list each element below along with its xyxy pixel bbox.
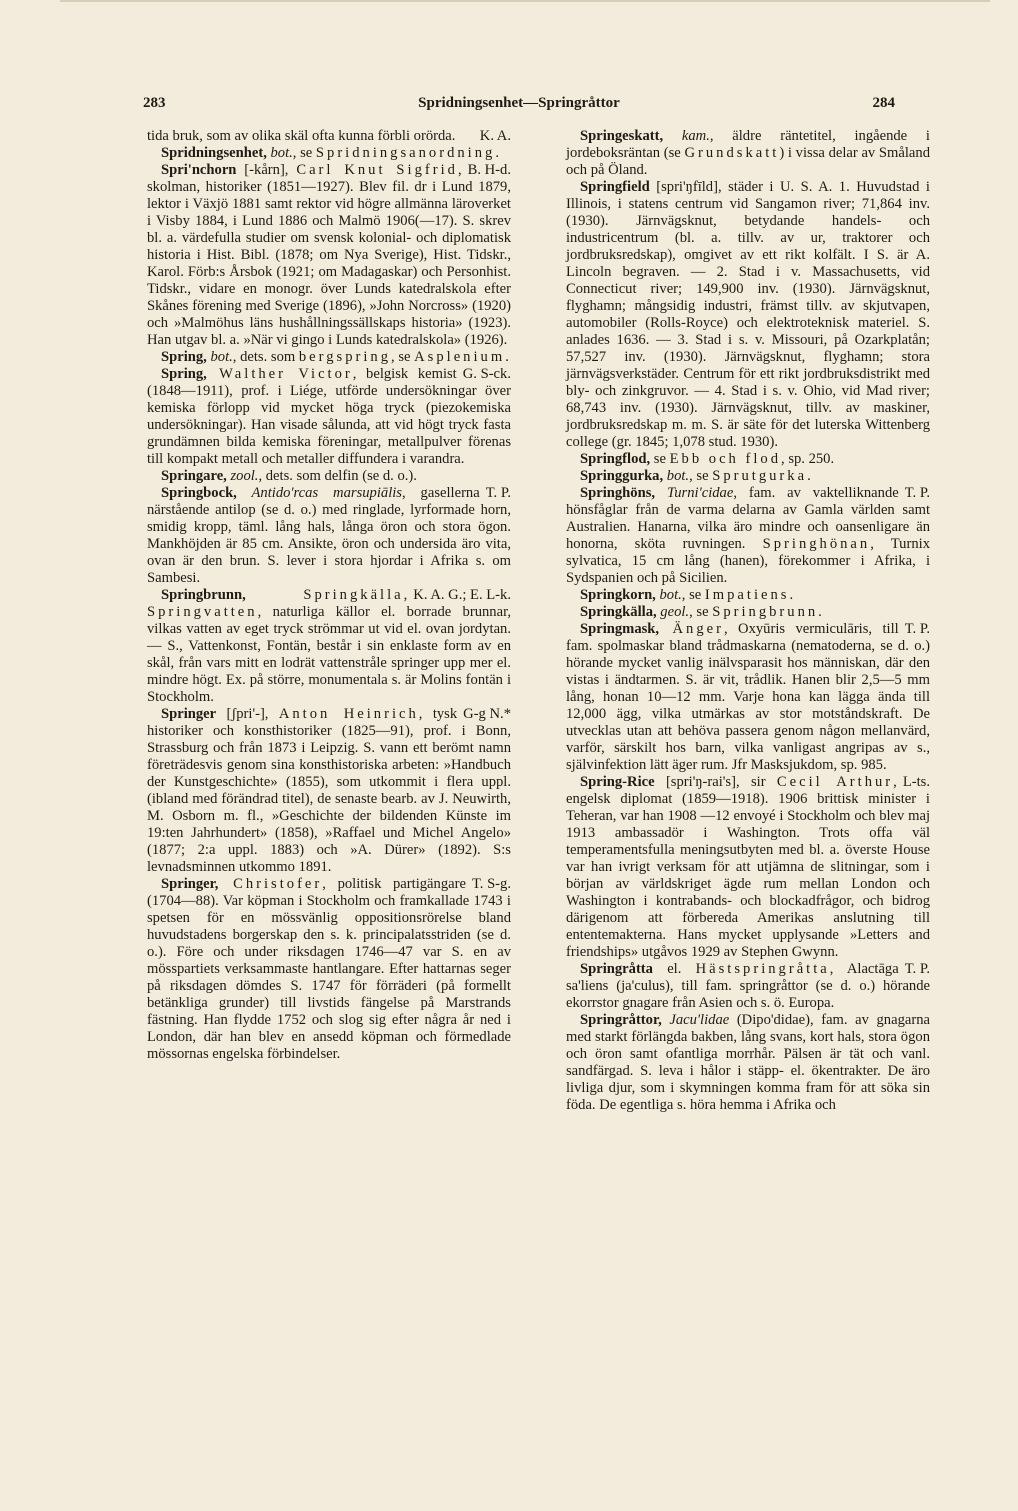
entry-body: , se (689, 604, 713, 620)
entry-label: kam. (663, 128, 710, 144)
entry (566, 774, 930, 961)
entry-text: ) i vissa delar av Småland och på Öland. (566, 145, 930, 178)
entry-signature: T. P. (904, 485, 930, 501)
entry (147, 366, 511, 468)
entry (147, 468, 511, 485)
entry-label: zool. (226, 468, 259, 484)
entry-spaced-name: Asplenium (414, 349, 506, 365)
entry-headword: Springråtta (580, 961, 653, 977)
entry-spaced-name: Springbrunn (712, 604, 819, 620)
entry (147, 485, 511, 587)
entry (566, 961, 930, 1012)
page-header (143, 95, 895, 119)
running-title: Spridningsenhet—Springråttor (418, 95, 620, 111)
entry-headword: Springbrunn, (161, 587, 246, 603)
entry-headword: Springhöns, (580, 485, 656, 501)
entry-headword: Springeskatt, (580, 128, 664, 144)
entry-body: , dets. som delfin (se d. o.). (258, 468, 417, 484)
entry-headword: Springkorn, (580, 587, 656, 603)
entry-text: , sp. 250. (781, 451, 835, 467)
entry-text: , Turnix sylvatica, 15 cm lång (hanen), förekommer i Afrika, i Sydspanien och på Sicilien. (566, 536, 930, 586)
entry (147, 162, 511, 349)
entry-body: , äldre räntetitel, ingående i jordeboksräntan (se (566, 128, 930, 161)
entry (147, 128, 511, 145)
entry-label: Jacu'lidae (661, 1012, 730, 1028)
entry-label: bot. (206, 349, 233, 365)
entry-signature: K. A. (479, 128, 511, 144)
entry (566, 179, 930, 451)
entry-headword: Spring, (161, 349, 207, 365)
entry-spaced-name: Sprutgurka (712, 468, 808, 484)
entry-spaced-name: Cecil Arthur (776, 774, 894, 790)
entry (566, 587, 930, 604)
page-number-left: 283 (143, 95, 166, 111)
entry-body: (Dipo'didae), fam. av gnagarna med starkt förlängda bakben, lång svans, kort hals, stora ögon och öron samt ofantliga morrhår. Pälsen är tät och vanl. sandfärgad. S. leva i hålor i stäpp- el. ökentrakter. De äro livliga djur, som i skymningen komma fram för att söka sin föda. De egentliga s. höra hemma i Afrika och (566, 1012, 930, 1113)
entry-body: , se (292, 145, 316, 161)
entry-body: tida bruk, som av olika skäl ofta kunna förbli orörda. (147, 128, 456, 144)
entry-signature: K. A. G.; E. L-k. (413, 587, 511, 603)
entry-headword: Springkälla, (580, 604, 657, 620)
entry-headword: Spridningsenhet, (161, 145, 267, 161)
entry-signature: T. P. (904, 961, 930, 977)
entry-spaced-name: Springhönan (762, 536, 871, 552)
page-number-right: 284 (872, 95, 895, 111)
entry-body: , se (681, 587, 705, 603)
entry-text: . (818, 604, 822, 620)
entry-text: , belgisk kemist (1848—1911), prof. i Liége, utförde undersökningar över kemiska förlopp vid mycket höga tryck (piezokemiska undersökningar). Han visade sålunda, att vid högt tryck fasta grundämnen bilda kemiska föreningar, metallpulver förenas till kompakt metall och metaller diffundera i varandra. (147, 366, 511, 467)
entry-signature: T. P. (904, 621, 930, 637)
entry-text: . (807, 468, 811, 484)
entry-text: , se (391, 349, 415, 365)
entry-label: geol. (656, 604, 690, 620)
entry-headword: Spring, (161, 366, 207, 382)
entry (147, 587, 511, 706)
entry-text: , tysk historiker och konsthistoriker (1825—91), prof. i Bonn, Strassburg och från 1873 i Leipzig. S. vann ett berömt namn företrädesvis genom sina konsthistoriska arbeten: »Handbuch der Kunstgeschichte» (1855), som utkommit i flera uppl. (ibland med förändrad titel), de senaste bearb. av J. Neuwirth, M. Osborn m. fl., »Geschichte der bildenden Künste im 19:ten Jahrhundert» (1858), »Raffael und Michel Angelo» (1877; 2:a uppl. 1883) och »A. Dürer» (1892). S:s levnadsminnen utkommo 1891. (147, 706, 511, 875)
entry-text: , Oxyūris vermiculāris, till fam. spolmaskar bland trådmaskarna (nematoderna, se d. o.) hörande mycket vanlig inälvsparasit hos människan, där den vistas i ändtarmen. S. är vit, trådlik. Hanen blir 2,5—5 mm lång, honan 10—12 mm. Varje hona kan lägga ända till 12,000 ägg, vilka utmärkas av stor motståndskraft. De utvecklas utan att behöva passera genom någon mellanvärd, varför, särskilt hos barn, vilka vanligast angripas av s., självinfektion lätt äger rum. Jfr Masksjukdom, sp. 985. (566, 621, 930, 773)
entry (566, 621, 930, 774)
entry-headword: Springråttor, (580, 1012, 662, 1028)
entry (147, 349, 511, 366)
entry-body: [ʃpri'-], (216, 706, 279, 722)
entry-text: , politisk partigängare (1704—88). Var köpman i Stockholm och framkallade 1743 i spetsen för en mössvänlig oppositionsrörelse bland huvudstadens borgerskap den s. k. principalatsstriden (se d. o.). Före och under riksdagen 1746—47 var S. en av mösspartiets verksammaste hantlangare. Efter hattarnas seger på riksdagen dömdes S. 1747 för förräderi (på formellt betänkliga grunder) till livstids fängelse på Marstrands fästning. Han flydde 1752 och slog sig efter några år ned i London, där han blev en ansedd köpman och förmedlade mössornas engelska förbindelser. (147, 876, 511, 1062)
entry-text: . (505, 349, 509, 365)
entry-spaced-name: Impatiens (704, 587, 790, 603)
entry (147, 145, 511, 162)
entry-headword: Springer, (161, 876, 219, 892)
entry-spaced-name: Walther Victor (206, 366, 353, 382)
entry-headword: Spri'nchorn (161, 162, 237, 178)
entry-spaced-name: Christofer (218, 876, 323, 892)
entry-label: bot. (266, 145, 293, 161)
entry-spaced-name: Grundskatt (684, 145, 780, 161)
entry-headword: Springer (161, 706, 217, 722)
entry-text: , (403, 587, 408, 603)
entry-text: . (789, 587, 794, 603)
page-top-edge (60, 0, 990, 2)
entry (566, 468, 930, 485)
entry-headword: Springbock, (161, 485, 237, 501)
entry-headword: Spring-Rice (580, 774, 655, 790)
right-column (566, 128, 930, 1114)
entry-headword: Springare, (161, 468, 227, 484)
entry (566, 604, 930, 621)
entry-label: bot. (663, 468, 690, 484)
entry-spaced-name: Anton Heinrich (278, 706, 419, 722)
entry-spaced-name: Ebb och flod (669, 451, 782, 467)
entry-body: [-kårn], (236, 162, 297, 178)
entry-spaced-name: Carl Knut Sigfrid (296, 162, 458, 178)
entry-signature: L-ts. (902, 774, 930, 790)
entry (566, 451, 930, 468)
entry (147, 876, 511, 1063)
entry (566, 128, 930, 179)
entry-signature: T. P. (485, 485, 511, 501)
entry-label: bot. (655, 587, 682, 603)
entry-body: [spri'ŋ-rai's], sir (654, 774, 777, 790)
entry-label: Antido'rcas marsupiālis (236, 485, 402, 501)
entry-label: Turni'cidae (655, 485, 734, 501)
entry-text: , naturliga källor el. borrade brunnar, vilkas vatten av eget tryck strömmar ut vid el. ovan jordytan. — S., Vattenkonst, Fontän, består i sin enklaste form av en skål, från vars mitt en lodrät vattenstråle springer upp mer el. mindre högt. Ex. på större, monumentala s. är Molins fontän i Stockholm. (147, 604, 511, 705)
entry-text: . (495, 145, 499, 161)
entry (566, 485, 930, 587)
entry-body: , gasellerna närstående antilop (se d. o.) med ringlade, lyrformade horn, smidig kropp, täml. lång hals, långa öron och stora ögon. Mankhöjden är 85 cm. Ansikte, öron och undersida äro vita, ovan är den brun. S. lever i stora hjordar i Afrika s. om Sambesi. (147, 485, 511, 586)
entry-spaced-name: Springkälla (245, 587, 404, 603)
entry-body: el. (652, 961, 696, 977)
entry-signature: B. H-d. (467, 162, 511, 178)
entry-text: , Alactāga sa'liens (ja'culus), till fam. springråttor (se d. o.) hörande ekorrstor gnagare från Asien och s. ö. Europa. (566, 961, 930, 1011)
entry-headword: Springfield (580, 179, 650, 195)
entry-text: , engelsk diplomat (1859—1918). 1906 brittisk minister i Teheran, var han 1908 —12 envoyé i Stockholm och blev maj 1913 ambassadör i Washington. Trots offa väl temperamentsfulla meningsutbyten med bl. a. överste House var han ivrigt verksam för att utjämna de slitningar, som i början av världskriget ägde rum mellan London och Washington i kontrabands- och blockadfrågor, och bidrog därigenom att förbereda Amerikas anslutning till ententemakterna. Hans mycket upplysande »Letters and friendships» utgåvos 1929 av Stephen Gwynn. (566, 774, 930, 960)
entry-headword: Springgurka, (580, 468, 664, 484)
entry-headword: Springmask, (580, 621, 660, 637)
entry-signature: G. S-ck. (462, 366, 511, 382)
entry-spaced-name: Änger (659, 621, 724, 637)
entry-body: [spri'ŋfīld], städer i U. S. A. 1. Huvudstad i Illinois, i statens centrum vid Sangamon river; 71,864 inv. (1930). Järnvägsknut, betydande handels- och industricentrum (bl. a. tillv. av ur, traktorer och jordbruksredskap), omgivet av ett rikt kolfält. I S. är A. Lincoln begraven. — 2. Stad i v. Massachusetts, vid Connecticut river; 149,900 inv. (1930). Järnvägsknut, flyghamn; mångsidig industri, främst tillv. av skjutvapen, automobiler (Rolls-Royce) och elektroteknisk materiel. S. anlades 1636. — 3. Stad i s. v. Missouri, på Ozarkplatån; 57,527 inv. (1930). Järnvägsknut, flyghamn; stora järnvägsverkstäder. Centrum för ett rikt jordbruksdistrikt med bly- och zinkgruvor. — 4. Stad i s. v. Ohio, vid Mad river; 68,743 inv. (1930). Järnvägsknut, tillv. av maskiner, jordbruksredskap m. m. S. är säte för det luterska Wittenberg college (gr. 1845; 1,078 stud. 1930). (566, 179, 930, 450)
entry-body: , fam. av vaktelliknande hönsfåglar från de varma delarna av Gamla världen samt Australien. Hanarna, vilka äro mindre och oansenligare än honorna, sköta ruvningen. (566, 485, 930, 552)
entry-spaced-name: Hästspringråtta (695, 961, 830, 977)
entry-signature: G-g N.* (463, 706, 511, 722)
entry-spaced-name: Spridningsanordning (315, 145, 496, 161)
entry-spaced-name: Springvatten (147, 604, 258, 620)
entry (147, 706, 511, 876)
entry (566, 1012, 930, 1114)
entry-body: , se (689, 468, 713, 484)
entry-spaced-name: bergspring (298, 349, 392, 365)
entry-body: se (650, 451, 670, 467)
entry-headword: Springflod, (580, 451, 651, 467)
entry-text: , skolman, historiker (1851—1927). Blev fil. dr i Lund 1879, lektor i Växjö 1881 samt rektor vid högre allmänna läroverket i Visby 1884, i Lund 1886 och Malmö 1906(—17). S. skrev bl. a. värdefulla studier om svensk kolonial- och diplomatisk historia i Hist. Bibl. (1878; om Nya Sverige), Hist. Tidskr., Karol. Förb:s Årsbok (1921; om Madagaskar) och Personhist. Tidskr., vidare en monogr. över Lunds katedralskola efter Skånes förening med Sverige (1896), »John Norcross» (1920) och »Malmöhus läns hushållningssällskaps historia» (1923). Han utgav bl. a. »När vi gingo i Lunds katedralskola» (1926). (147, 162, 511, 348)
entry-body: , dets. som (232, 349, 299, 365)
left-column (147, 128, 511, 1063)
entry-signature: T. S-g. (471, 876, 511, 892)
